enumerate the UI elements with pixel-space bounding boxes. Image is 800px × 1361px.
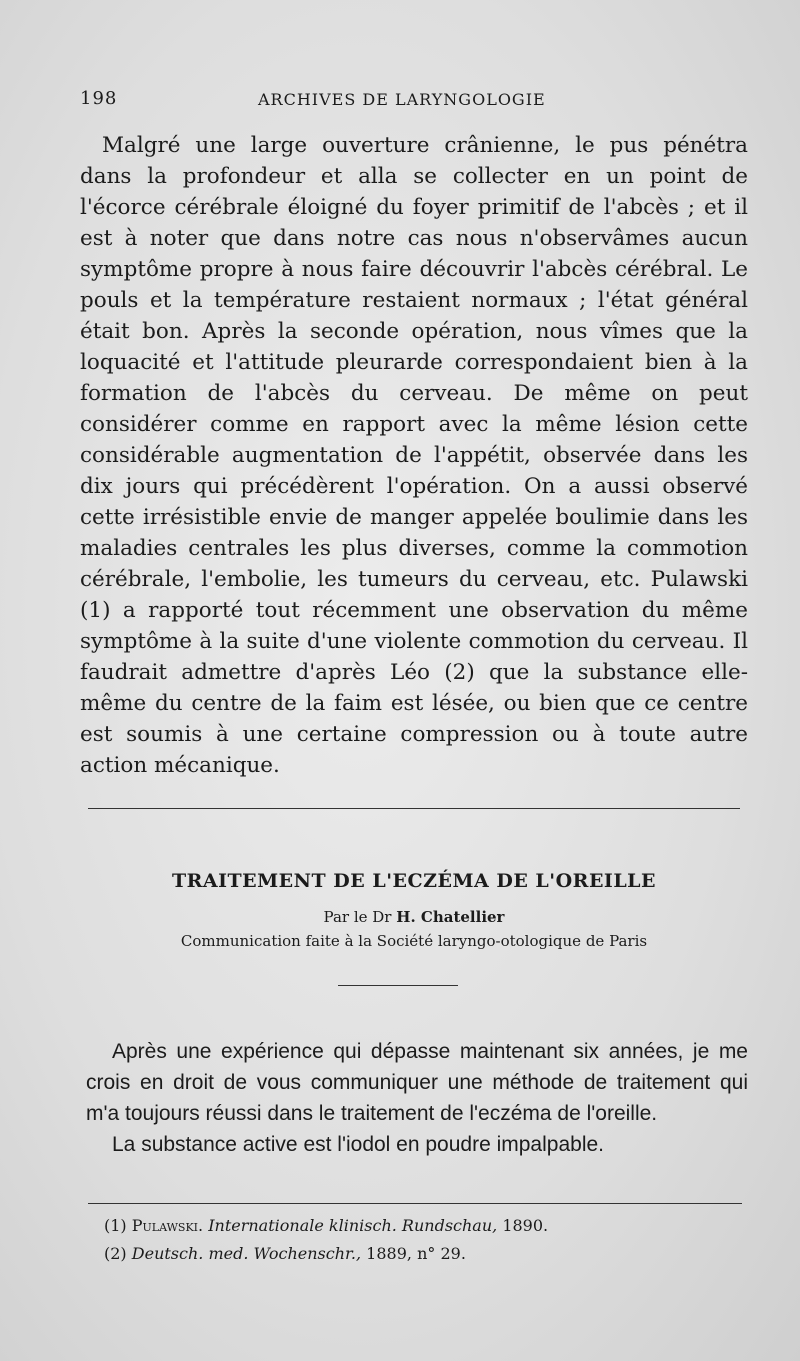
title-divider (338, 985, 458, 986)
byline-author: H. Chatellier (396, 908, 505, 926)
article-paragraph: La substance active est l'iodol en poudre impalpable. (112, 1133, 604, 1156)
footnote-source: Internationale klinisch. Rundschau, (208, 1216, 498, 1235)
footnote-year: 1890. (502, 1216, 549, 1235)
footnote-2 (104, 1240, 744, 1268)
footnote-marker: (1) (104, 1216, 127, 1235)
byline-prefix: Par le Dr (323, 908, 392, 926)
footnote-author: Pulawski. (131, 1216, 204, 1235)
communication-note: Communication faite à la Société laryngo-otologique de Paris (180, 932, 648, 950)
byline (80, 908, 748, 926)
running-title: ARCHIVES DE LARYNGOLOGIE (258, 90, 546, 109)
footnote-divider (88, 1203, 742, 1204)
section-divider (88, 808, 740, 809)
footnote-year: 1889, n° 29. (366, 1244, 466, 1263)
article-paragraph: Après une expérience qui dépasse maintenant six années, je me crois en droit de vous communiquer une méthode de traitement qui m'a toujours réussi dans le traitement de l'eczéma de l'oreille. (86, 1040, 748, 1125)
article-header (80, 870, 748, 950)
footnote-source: Deutsch. med. Wochenschr., (131, 1244, 362, 1263)
footnote-marker: (2) (104, 1244, 127, 1263)
main-text-block (80, 130, 748, 781)
article-body (86, 1036, 748, 1160)
article-title: TRAITEMENT DE L'ECZÉMA DE L'OREILLE (171, 870, 657, 892)
footnotes (104, 1212, 744, 1268)
page-number: 198 (80, 88, 118, 109)
running-head (80, 88, 740, 118)
main-paragraph: Malgré une large ouverture crânienne, le pus pénétra dans la profondeur et alla se collecter en un point de l'écorce cérébrale éloigné du foyer primitif de l'abcès ; et il est à noter que dans notre cas nous n'observâmes aucun symptôme propre à nous faire découvrir l'abcès cérébral. Le pouls et la température restaient normaux ; l'état général était bon. Après la seconde opération, nous vîmes que la loquacité et l'attitude pleurarde correspondaient bien à la formation de l'abcès du cerveau. De même on peut considérer comme en rapport avec la même lésion cette considérable augmentation de l'appétit, observée dans les dix jours qui précédèrent l'opération. On a aussi observé cette irrésistible envie de manger appelée boulimie dans les maladies centrales les plus diverses, comme la commotion cérébrale, l'embolie, les tumeurs du cerveau, etc. Pulawski (1) a rapporté tout récemment une observation du même symptôme à la suite d'une violente commotion du cerveau. Il faudrait admettre d'après Léo (2) que la substance elle-même du centre de la faim est lésée, ou bien que ce centre est soumis à une certaine compression ou à toute autre action mécanique. (80, 133, 748, 778)
footnote-1 (104, 1212, 744, 1240)
